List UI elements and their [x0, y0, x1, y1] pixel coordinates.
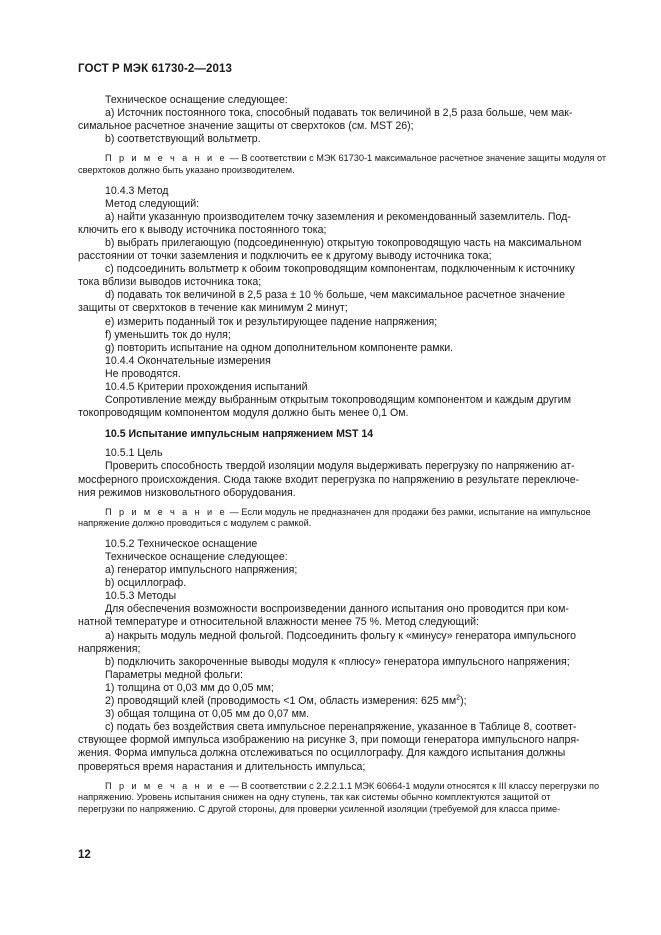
list-item: f) уменьшить ток до нуля; — [105, 328, 231, 341]
note-label: П р и м е ч а н и е — [105, 780, 228, 791]
section-heading: 10.4.3 Метод — [105, 184, 169, 197]
list-item: a) генератор импульсного напряжения; — [105, 564, 298, 577]
section-heading: 10.4.5 Критерии прохождения испытаний — [105, 380, 308, 393]
section-heading: 10.5.1 Цель — [105, 447, 163, 460]
paragraph: Сопротивление между выбранным открытым токопроводящим компонентом и каждым другим токопроводящим компонентом модуля должно быть менее 0,1 Ом. — [78, 394, 571, 420]
paragraph: Метод следующий: — [105, 197, 200, 210]
list-item: a) найти указанную производителем точку заземления и рекомендованный заземлитель. Под- ключить его к выводу источника постоянного тока; — [78, 210, 571, 236]
section-heading: 10.4.4 Окончательные измерения — [105, 354, 271, 367]
paragraph: Техническое оснащение следующее: — [105, 551, 288, 563]
list-item: c) подсоединить вольтметр к обоим токопроводящим компонентам, подключенным к источнику тока вблизи выводов источника тока; — [78, 263, 575, 289]
list-item: b) подключить закороченные выводы модуля к «плюсу» генератора импульсного напряжения; — [105, 655, 570, 668]
note-label: П р и м е ч а н и е — [105, 153, 228, 164]
paragraph: Техническое оснащение следующее: — [105, 94, 288, 106]
list-item: g) повторить испытание на одном дополнительном компоненте рамки. — [105, 341, 454, 354]
paragraph: Проверить способность твердой изоляции модуля выдерживать перегрузку по напряжению ат- мосферного происхождения. Сюда также входит перегрузка по напряжению в результате переключе- ния режимов низковольтного оборудования. — [78, 460, 580, 499]
document-body — [78, 94, 626, 823]
paragraph: Для обеспечения возможности воспроизведении данного испытания оно проводится при ком- натной температуре и относительной влажности менее 75 %. Метод следующий: — [78, 603, 569, 629]
note-label: П р и м е ч а н и е — [105, 506, 228, 517]
section-heading: 10.5.2 Техническое оснащение — [105, 537, 258, 550]
list-item: d) подавать ток величиной в 2,5 раза ± 10 % больше, чем максимальное расчетное значение защиты от сверхтоков в течение как минимум 2 минут; — [78, 289, 565, 315]
list-item: a) накрыть модуль медной фольгой. Подсоединить фольгу к «минусу» генератора импульсного напряжения; — [78, 629, 576, 655]
list-item: 1) толщина от 0,03 мм до 0,05 мм; — [105, 681, 274, 694]
list-item: c) подать без воздействия света импульсное перенапряжение, указанное в Таблице 8, соответ- ствующее формой импульса изображению на рисунке 3, при помощи генератора импульсного напря- жения. Форма импульса должна отслеживаться по осциллографу. Для каждого испытания должны проверяться время нарастания и длительность импульса; — [78, 721, 580, 773]
paragraph: Параметры медной фольги: — [105, 668, 243, 681]
list-item: 2) проводящий клей (проводимость <1 Ом, область измерения: 625 $мм^2$); — [105, 694, 467, 708]
note: П р и м е ч а н и е — В соответствии с МЭК 61730-1 максимальное расчетное значение защиты модуля от сверхтоков должно быть указано производителем. — [78, 153, 607, 175]
list-item: b) выбрать прилегающую (подсоединенную) открытую токопроводящую часть на максимальном расстоянии от точки заземления и подключить ее к другому выводу источника тока; — [78, 236, 582, 263]
section-title: 10.5 Испытание импульсным напряжением MST 14 — [105, 428, 374, 441]
paragraph: b) соответствующий вольтметр. — [105, 133, 261, 146]
page-number: 12 — [78, 849, 91, 861]
list-item: b) осциллограф. — [105, 577, 187, 590]
paragraph: Не проводятся. — [105, 367, 181, 380]
document-header: ГОСТ Р МЭК 61730-2—2013 — [78, 63, 232, 75]
note: П р и м е ч а н и е — Если модуль не предназначен для продажи без рамки, испытание на импульсное напряжение должно проводиться с модулем с рамкой. — [78, 506, 591, 529]
list-item: 3) общая толщина от 0,05 мм до 0,07 мм. — [105, 708, 310, 721]
note: П р и м е ч а н и е — В соответствии с 2.2.2.1.1 МЭК 60664-1 модули относятся к III классу перегрузки по напряжению. Уровень испытания снижен на одну ступень, так как системы обычно комплектуются защитой от перегрузки по напряжению. С другой стороны, для проверки усиленной изоляции (требуемой для класса приме- — [78, 780, 600, 814]
section-heading: 10.5.3 Методы — [105, 590, 177, 603]
list-item: e) измерить поданный ток и результирующее падение напряжения; — [105, 315, 438, 328]
paragraph: a) Источник постоянного тока, способный подавать ток величиной в 2,5 раза больше, чем мак- симальное расчетное значение защиты от сверхтоков (см. MST 26); — [78, 107, 573, 133]
